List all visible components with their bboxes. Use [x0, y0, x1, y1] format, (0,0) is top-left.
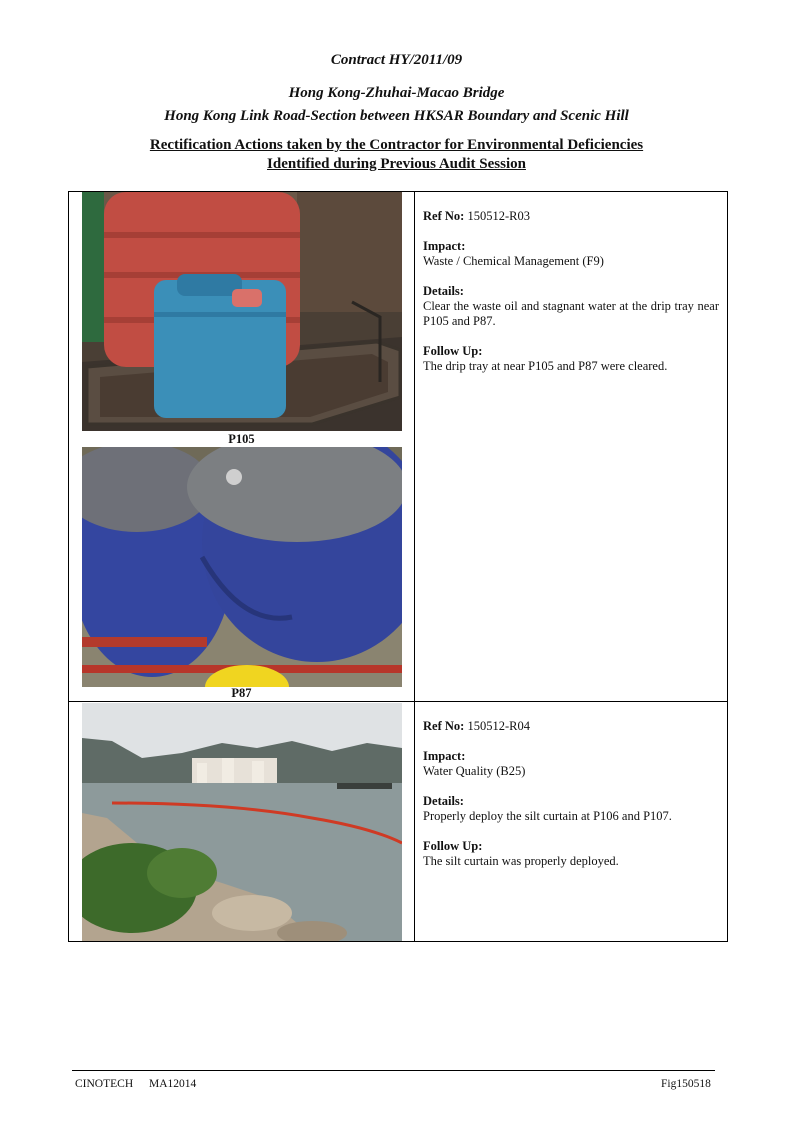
- photo-cell: [69, 192, 415, 702]
- impact-value: Water Quality (B25): [423, 764, 526, 778]
- rectification-table: [68, 191, 728, 942]
- impact-value: Waste / Chemical Management (F9): [423, 254, 604, 268]
- footer-doc-ref: MA12014: [149, 1078, 197, 1090]
- impact-label: Impact:: [423, 239, 466, 253]
- photo-p87: [82, 447, 402, 687]
- details-value: Clear the waste oil and stagnant water at the drip tray near P105 and P87.: [423, 299, 719, 328]
- photo-cell: [69, 702, 415, 942]
- impact-label: Impact:: [423, 749, 466, 763]
- record-details-cell: [415, 192, 728, 702]
- ref-value: 150512-R04: [467, 719, 530, 733]
- section-title-line1: Rectification Actions taken by the Contractor for Environmental Deficiencies: [149, 137, 644, 153]
- ref-value: 150512-R03: [467, 209, 530, 223]
- photo-caption-p87: P87: [231, 686, 252, 700]
- follow-up-value: The drip tray at near P105 and P87 were cleared.: [423, 359, 668, 373]
- project-title-line2: Hong Kong Link Road-Section between HKSAR Boundary and Scenic Hill: [164, 108, 629, 124]
- follow-up-label: Follow Up:: [423, 344, 483, 358]
- details-label: Details:: [423, 284, 464, 298]
- footer-divider: [72, 1070, 715, 1071]
- details-label: Details:: [423, 794, 464, 808]
- project-title-line1: Hong Kong-Zhuhai-Macao Bridge: [288, 85, 505, 101]
- photo-p105: [82, 192, 402, 431]
- photo-caption-p105: P105: [228, 432, 255, 446]
- section-title-line2: Identified during Previous Audit Session: [267, 156, 526, 172]
- table-row: [69, 702, 728, 942]
- footer-figure-ref: Fig150518: [661, 1078, 711, 1090]
- table-row: [69, 192, 728, 702]
- photo-silt-curtain: [82, 703, 402, 941]
- ref-label: Ref No:: [423, 209, 465, 223]
- contract-title: Contract HY/2011/09: [330, 52, 463, 68]
- record-details-cell: [415, 702, 728, 942]
- ref-label: Ref No:: [423, 719, 465, 733]
- follow-up-value: The silt curtain was properly deployed.: [423, 854, 619, 868]
- follow-up-label: Follow Up:: [423, 839, 483, 853]
- details-value: Properly deploy the silt curtain at P106 and P107.: [423, 809, 672, 823]
- footer-company: CINOTECH: [75, 1078, 134, 1090]
